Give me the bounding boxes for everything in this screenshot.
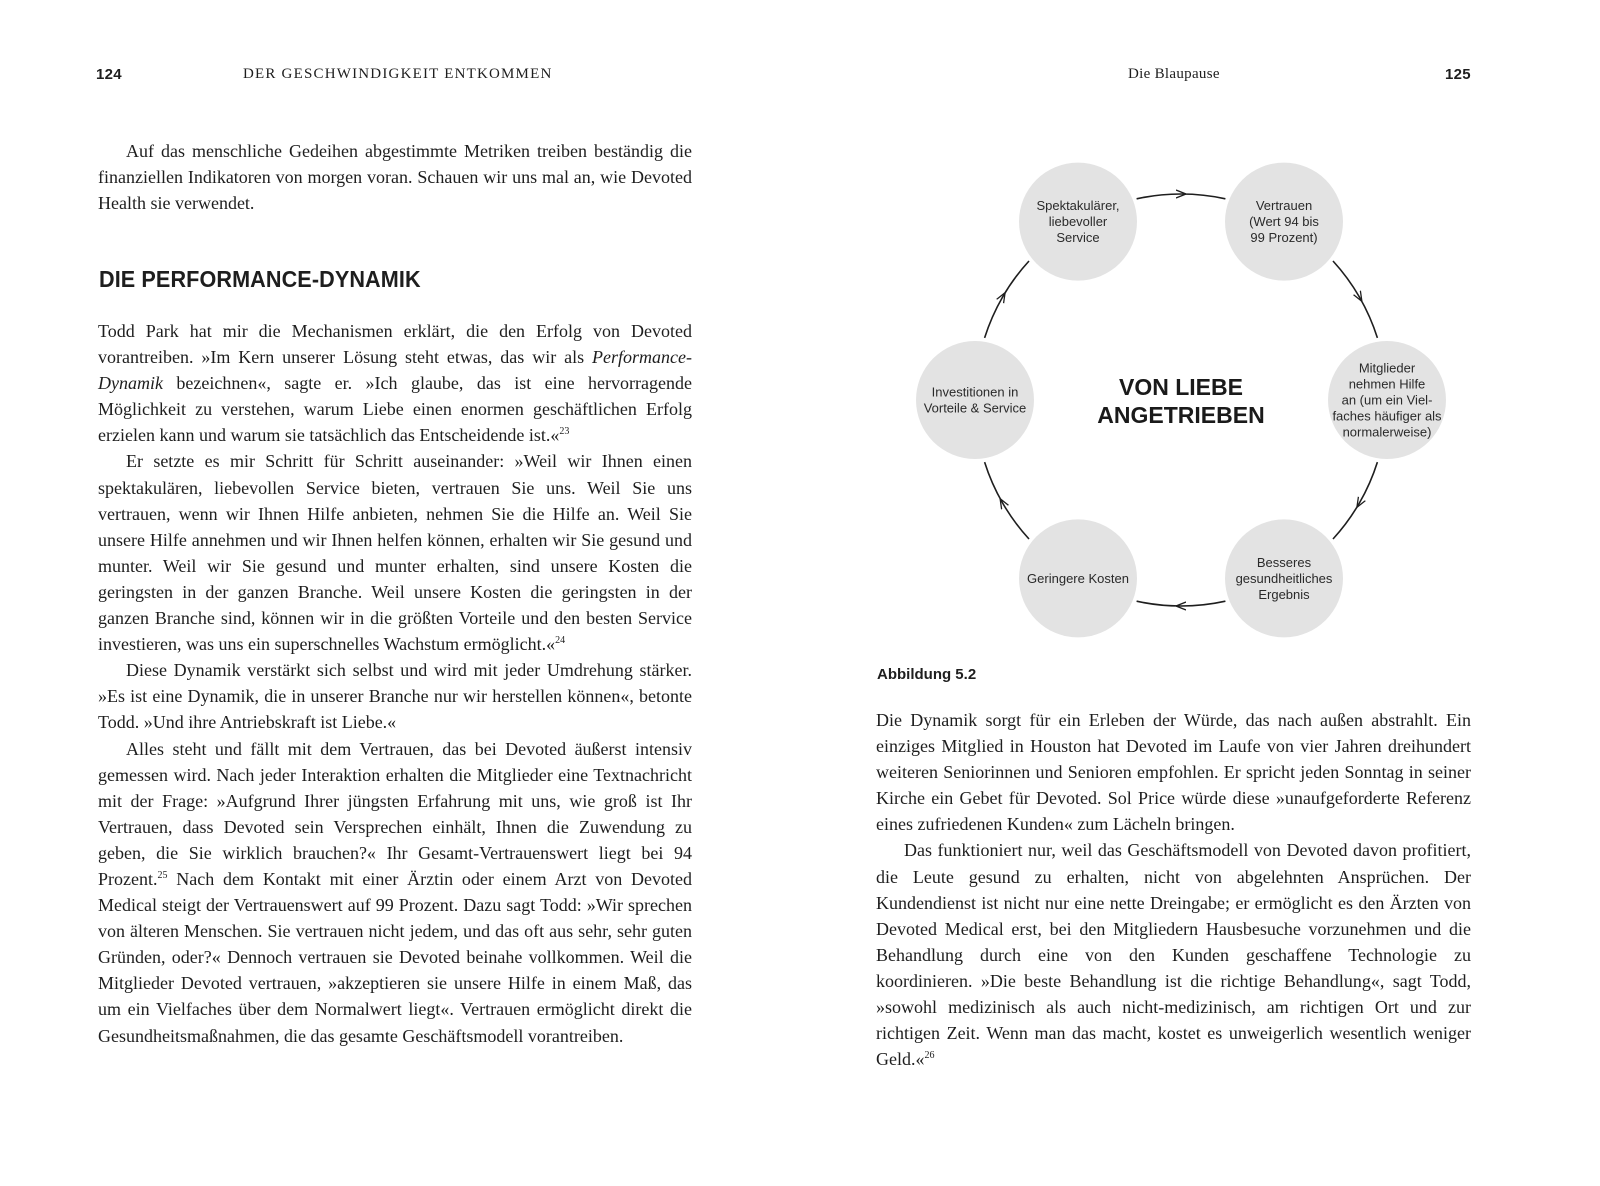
cycle-node-label: Ergebnis: [1258, 586, 1310, 602]
left-body-text: [98, 318, 692, 1049]
footnote-ref: 24: [555, 635, 566, 647]
footnote-ref: 23: [559, 426, 570, 438]
cycle-node-trust: [1225, 163, 1343, 281]
cycle-arrow: [1137, 194, 1226, 199]
cycle-node-label: faches häufiger als: [1332, 408, 1442, 424]
love-cycle-diagram: [900, 130, 1500, 690]
right-page: [800, 0, 1600, 1186]
cycle-node-label: Investitionen in: [931, 384, 1019, 400]
cycle-node-costs: [1019, 519, 1137, 637]
cycle-node-label: normalerweise): [1342, 424, 1432, 440]
footnote-ref: 25: [157, 869, 168, 881]
cycle-node-label: 99 Prozent): [1250, 230, 1318, 246]
cycle-node-label: an (um ein Viel-: [1341, 392, 1433, 408]
footnote-ref: 26: [924, 1050, 935, 1062]
cycle-node-service: [1019, 163, 1137, 281]
cycle-arrow: [985, 462, 1029, 539]
paragraph-dignity: Die Dynamik sorgt für ein Erleben der Würde, das nach außen abstrahlt. Ein einziges Mitglied in Houston hat Devoted im Laufe von vier Jahren dreihundert weiteren Seniorinnen und Senioren empfohlen. Er spricht jeden Sonntag in seiner Kirche ein Gebet für Devoted. Sol Price würde diese »unaufgeforderte Referenz eines zufriedenen Kunden« zum Lächeln bringen.: [876, 710, 1471, 835]
running-head-left: DER GESCHWINDIGKEIT ENTKOMMEN: [243, 66, 553, 82]
paragraph-trust: Alles steht und fällt mit dem Vertrauen, das bei Devoted äußerst intensiv gemessen wird. Nach jeder Interaktion erhalten die Mitglieder eine Textnachricht mit der Frage: »Aufgrund Ihrer jüngsten Erfahrung mit uns, wie groß ist Ihr Vertrauen, dass Devoted sein Versprechen einhält, Ihnen die Zuwendung zu geben, die Sie wirklich brauchen?« Ihr Gesamt-Vertrauenswert liegt bei 94 Prozent.$^{25}$ Nach dem Kontakt mit einer Ärztin oder einem Arzt von Devoted Medical steigt der Vertrauenswert auf 99 Prozent. Dazu sagt Todd: »Wir sprechen von älteren Menschen. Sie vertrauen nicht jedem, und das oft aus sehr, sehr guten Gründen, oder?« Dennoch vertrauen sie Devoted beinahe vollkommen. Weil die Mitglieder Devoted vertrauen, »akzeptieren sie unsere Hilfe in einem Maß, das um ein Vielfaches über dem Normalwert liegt«. Vertrauen ermöglicht direkt die Gesundheitsmaßnahmen, die das gesamte Geschäftsmodell vorantreiben.: [98, 738, 692, 1046]
right-body-text: [876, 707, 1471, 1072]
section-heading: DIE PERFORMANCE-DYNAMIK: [99, 266, 421, 292]
intro-text: [98, 138, 692, 216]
cycle-node-invest: [916, 341, 1034, 459]
cycle-arrow: [1333, 261, 1377, 338]
cycle-node-label: Vertrauen: [1255, 198, 1313, 214]
cycle-node-health: [1225, 519, 1343, 637]
diagram-center-label: VON LIEBE: [1119, 374, 1243, 400]
cycle-arrow: [985, 261, 1029, 338]
emphasis-term: Performance-Dynamik: [98, 347, 692, 394]
cycle-node-label: (Wert 94 bis: [1249, 214, 1319, 230]
cycle-node-label: nehmen Hilfe: [1348, 376, 1426, 392]
cycle-node-help: [1328, 341, 1446, 459]
cycle-node-label: gesundheitliches: [1235, 570, 1333, 586]
cycle-node-label: Besseres: [1256, 554, 1312, 570]
intro-paragraph: Auf das menschliche Gedeihen abgestimmte Metriken treiben beständig die finanziellen Indikatoren von morgen voran. Schauen wir uns mal an, wie Devoted Health sie verwendet.: [98, 141, 692, 214]
cycle-node-label: Geringere Kosten: [1027, 570, 1129, 586]
cycle-node-label: Spektakulärer,: [1036, 198, 1120, 214]
cycle-node-label: Vorteile & Service: [923, 400, 1027, 416]
figure-caption: Abbildung 5.2: [877, 666, 977, 683]
cycle-arrow: [1333, 462, 1377, 539]
paragraph-business-model: Das funktioniert nur, weil das Geschäftsmodell von Devoted davon profitiert, die Leute gesund zu erhalten, nicht von abgelehnten Ansprüchen. Der Kundendienst ist nicht nur eine nette Dreingabe; er ermöglicht es den Ärzten von Devoted Medical erst, bei den Mitgliedern Hausbesuche vorzunehmen und die Behandlung durch eine von den Kunden geschaffene Technologie zu koordinieren. »Die beste Behandlung ist die richtige Behandlung«, sagt Todd, »sowohl medizinisch als auch nicht-medizinisch, am richtigen Ort und zur richtigen Zeit. Wenn man das macht, kostet es unweigerlich wesentlich weniger Geld.«$^{26}$: [876, 840, 1471, 1070]
cycle-arrow: [1137, 601, 1226, 606]
cycle-node-label: liebevoller: [1048, 214, 1108, 230]
page-number-left: 124: [96, 66, 122, 83]
paragraph-performance-dynamik: Todd Park hat mir die Mechanismen erklärt, die den Erfolg von Devoted vorantreiben. »Im Kern unserer Lösung steht etwas, das wir als Performance-Dynamik bezeichnen«, sagte er. »Ich glaube, das ist eine hervorragende Möglichkeit zu verstehen, warum Liebe einen enormen geschäftlichen Erfolg erzielen kann und warum sie tatsächlich das Entscheidende ist.«$^{23}$: [98, 321, 692, 446]
running-head-right: Die Blaupause: [1128, 66, 1220, 82]
paragraph-step-by-step: Er setzte es mir Schritt für Schritt auseinander: »Weil wir Ihnen einen spektakulären, liebevollen Service bieten, vertrauen Sie uns. Weil Sie uns vertrauen, wenn wir Ihnen Hilfe anbieten, nehmen Sie die Hilfe an. Weil Sie unsere Hilfe annehmen und wir Ihnen helfen können, erhalten wir Sie gesund und munter. Weil wir Sie gesund und munter erhalten, sind unsere Kosten die geringsten in der ganzen Branche. Weil unsere Kosten die geringsten in der ganzen Branche sind, können wir in die größten Vorteile und den besten Service investieren, was uns ein superschnelles Wachstum ermöglicht.«$^{24}$: [98, 451, 692, 655]
paragraph-self-reinforcing: Diese Dynamik verstärkt sich selbst und wird mit jeder Umdrehung stärker. »Es ist eine Dynamik, die in unserer Branche nur wir herstellen können«, betonte Todd. »Und ihre Antriebskraft ist Liebe.«: [98, 660, 692, 733]
page-number-right: 125: [1445, 66, 1471, 83]
cycle-node-label: Mitglieder: [1358, 360, 1416, 376]
diagram-center-label: ANGETRIEBEN: [1097, 402, 1265, 428]
cycle-node-label: Service: [1056, 230, 1100, 246]
